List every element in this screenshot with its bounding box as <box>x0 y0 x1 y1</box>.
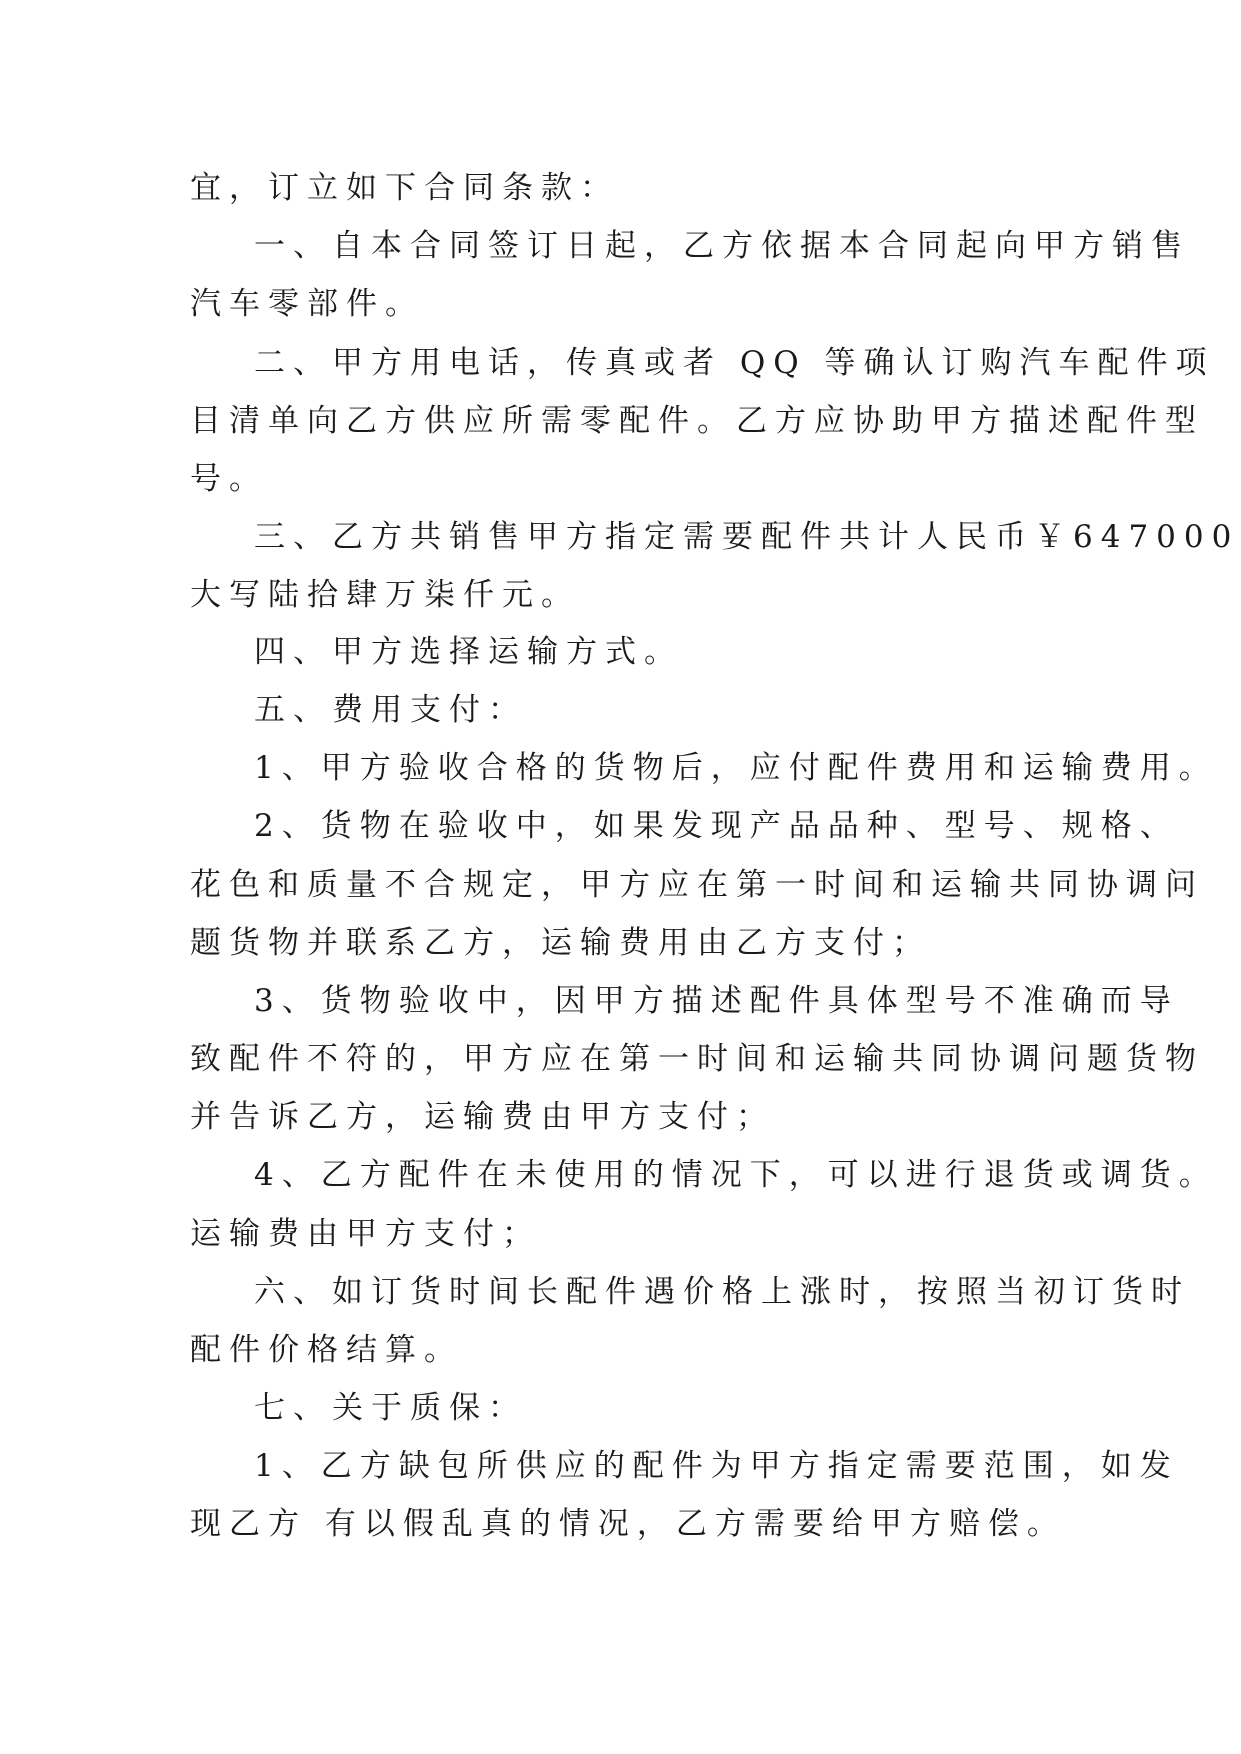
text-line: 号。 <box>190 461 268 497</box>
text-line: 配件价格结算。 <box>190 1332 463 1368</box>
text-line: 并告诉乙方，运输费由甲方支付； <box>190 1099 775 1135</box>
text-line: 运输费由甲方支付； <box>190 1216 541 1252</box>
text-line: 一、自本合同签订日起，乙方依据本合同起向甲方销售 <box>254 228 1190 264</box>
text-line: 1、甲方验收合格的货物后，应付配件费用和运输费用。 <box>254 750 1218 786</box>
text-line: 五、费用支付： <box>254 692 527 728</box>
text-line: 现乙方 有以假乱真的情况，乙方需要给甲方赔偿。 <box>190 1506 1066 1542</box>
text-line: 宜，订立如下合同条款： <box>190 170 619 206</box>
text-line: 六、如订货时间长配件遇价格上涨时，按照当初订货时 <box>254 1274 1190 1310</box>
text-line: 目清单向乙方供应所需零配件。乙方应协助甲方描述配件型 <box>190 403 1204 439</box>
text-line: 三、乙方共销售甲方指定需要配件共计人民币￥647000 <box>254 519 1240 555</box>
text-line: 4、乙方配件在未使用的情况下，可以进行退货或调货。 <box>254 1157 1218 1193</box>
text-line: 四、甲方选择运输方式。 <box>254 634 683 670</box>
text-line: 题货物并联系乙方，运输费用由乙方支付； <box>190 925 931 961</box>
text-line: 1、乙方缺包所供应的配件为甲方指定需要范围，如发 <box>254 1448 1179 1484</box>
text-line: 3、货物验收中，因甲方描述配件具体型号不准确而导 <box>254 983 1179 1019</box>
text-line: 二、甲方用电话，传真或者 QQ 等确认订购汽车配件项 <box>254 345 1215 381</box>
text-line: 2、货物在验收中，如果发现产品品种、型号、规格、 <box>254 808 1179 844</box>
text-line: 致配件不符的，甲方应在第一时间和运输共同协调问题货物 <box>190 1041 1204 1077</box>
text-line: 大写陆拾肆万柒仟元。 <box>190 577 580 613</box>
text-line: 汽车零部件。 <box>190 286 424 322</box>
text-line: 花色和质量不合规定，甲方应在第一时间和运输共同协调问 <box>190 867 1204 903</box>
text-line: 七、关于质保： <box>254 1390 527 1426</box>
